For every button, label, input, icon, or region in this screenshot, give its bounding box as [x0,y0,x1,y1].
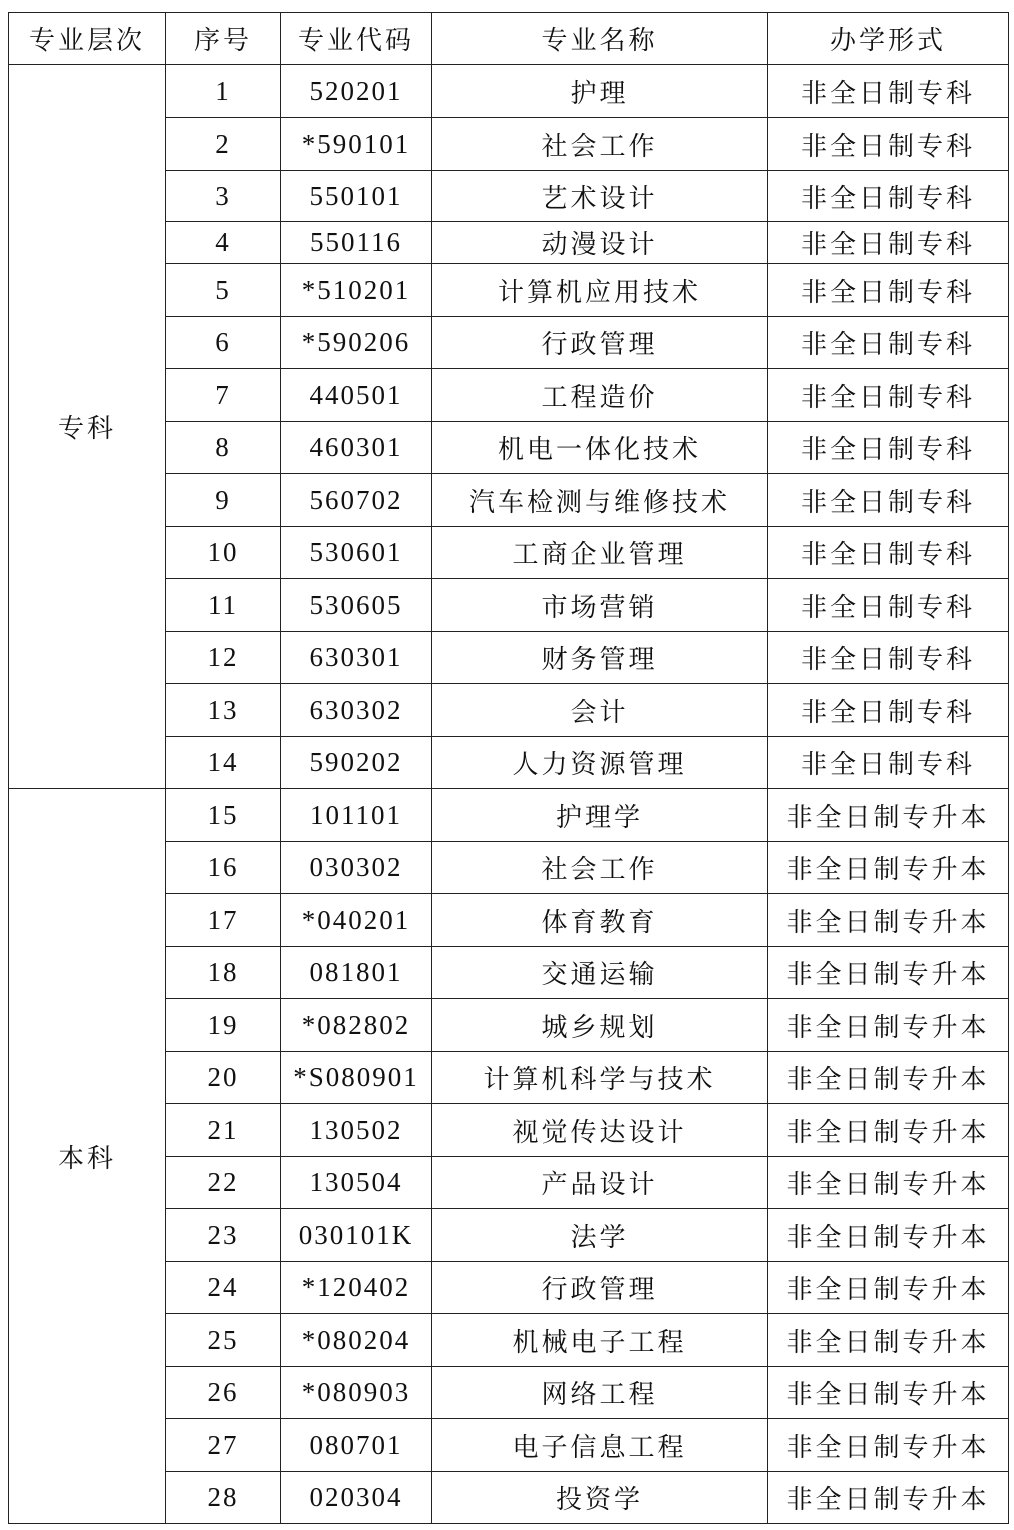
major-name-cell: 网络工程 [432,1367,768,1419]
major-name-cell: 动漫设计 [432,222,768,264]
major-name-cell: 交通运输 [432,947,768,999]
row-number-cell: 23 [166,1209,281,1262]
row-number-cell: 4 [166,222,281,264]
major-name-cell: 城乡规划 [432,999,768,1052]
row-number-cell: 9 [166,474,281,527]
major-name-cell: 护理学 [432,789,768,842]
study-form-cell: 非全日制专升本 [768,1052,1009,1104]
row-number-cell: 6 [166,317,281,369]
major-name-cell: 市场营销 [432,579,768,632]
study-form-cell: 非全日制专升本 [768,1367,1009,1419]
study-form-cell: 非全日制专科 [768,118,1009,171]
major-name-cell: 计算机科学与技术 [432,1052,768,1104]
major-code-cell: 440501 [281,369,432,422]
study-form-cell: 非全日制专升本 [768,894,1009,947]
major-name-cell: 视觉传达设计 [432,1104,768,1157]
table-row [9,65,1009,118]
study-form-cell: 非全日制专升本 [768,1472,1009,1524]
study-form-cell: 非全日制专科 [768,684,1009,737]
major-code-cell: *590101 [281,118,432,171]
major-code-cell: *082802 [281,999,432,1052]
study-form-cell: 非全日制专科 [768,369,1009,422]
major-code-cell: 030302 [281,842,432,894]
header-name: 专业名称 [432,13,768,65]
major-name-cell: 计算机应用技术 [432,264,768,317]
major-code-cell: 530601 [281,527,432,579]
level-cell: 本科 [9,789,166,1524]
row-number-cell: 1 [166,65,281,118]
level-cell: 专科 [9,65,166,789]
row-number-cell: 25 [166,1314,281,1367]
study-form-cell: 非全日制专升本 [768,999,1009,1052]
study-form-cell: 非全日制专科 [768,422,1009,474]
major-code-cell: 550116 [281,222,432,264]
row-number-cell: 22 [166,1157,281,1209]
study-form-cell: 非全日制专科 [768,737,1009,789]
row-number-cell: 12 [166,632,281,684]
major-name-cell: 体育教育 [432,894,768,947]
study-form-cell: 非全日制专升本 [768,842,1009,894]
major-name-cell: 汽车检测与维修技术 [432,474,768,527]
major-code-cell: *080903 [281,1367,432,1419]
row-number-cell: 10 [166,527,281,579]
row-number-cell: 7 [166,369,281,422]
row-number-cell: 13 [166,684,281,737]
major-name-cell: 机械电子工程 [432,1314,768,1367]
header-no: 序号 [166,13,281,65]
row-number-cell: 20 [166,1052,281,1104]
study-form-cell: 非全日制专升本 [768,789,1009,842]
study-form-cell: 非全日制专升本 [768,1314,1009,1367]
major-name-cell: 财务管理 [432,632,768,684]
major-name-cell: 行政管理 [432,1262,768,1314]
major-code-cell: *510201 [281,264,432,317]
major-code-cell: *S080901 [281,1052,432,1104]
study-form-cell: 非全日制专科 [768,527,1009,579]
major-code-cell: 130502 [281,1104,432,1157]
row-number-cell: 5 [166,264,281,317]
study-form-cell: 非全日制专科 [768,317,1009,369]
major-name-cell: 法学 [432,1209,768,1262]
row-number-cell: 17 [166,894,281,947]
major-code-cell: 020304 [281,1472,432,1524]
header-code: 专业代码 [281,13,432,65]
major-code-cell: 630301 [281,632,432,684]
study-form-cell: 非全日制专升本 [768,1262,1009,1314]
study-form-cell: 非全日制专科 [768,264,1009,317]
major-code-cell: *040201 [281,894,432,947]
major-name-cell: 会计 [432,684,768,737]
major-code-cell: 630302 [281,684,432,737]
row-number-cell: 16 [166,842,281,894]
major-code-cell: 530605 [281,579,432,632]
study-form-cell: 非全日制专科 [768,474,1009,527]
majors-table [8,12,1009,1524]
major-name-cell: 社会工作 [432,118,768,171]
major-code-cell: 101101 [281,789,432,842]
major-code-cell: *590206 [281,317,432,369]
row-number-cell: 28 [166,1472,281,1524]
major-code-cell: 080701 [281,1419,432,1472]
major-code-cell: 130504 [281,1157,432,1209]
major-name-cell: 人力资源管理 [432,737,768,789]
study-form-cell: 非全日制专升本 [768,1157,1009,1209]
header-form: 办学形式 [768,13,1009,65]
major-code-cell: 520201 [281,65,432,118]
row-number-cell: 11 [166,579,281,632]
row-number-cell: 21 [166,1104,281,1157]
study-form-cell: 非全日制专升本 [768,1209,1009,1262]
major-code-cell: 560702 [281,474,432,527]
table-header-row [9,13,1009,65]
row-number-cell: 18 [166,947,281,999]
row-number-cell: 26 [166,1367,281,1419]
header-level: 专业层次 [9,13,166,65]
major-name-cell: 工商企业管理 [432,527,768,579]
major-name-cell: 社会工作 [432,842,768,894]
study-form-cell: 非全日制专科 [768,222,1009,264]
major-code-cell: 081801 [281,947,432,999]
study-form-cell: 非全日制专升本 [768,1419,1009,1472]
study-form-cell: 非全日制专科 [768,65,1009,118]
table-row [9,789,1009,842]
major-name-cell: 产品设计 [432,1157,768,1209]
row-number-cell: 8 [166,422,281,474]
major-code-cell: 460301 [281,422,432,474]
study-form-cell: 非全日制专升本 [768,947,1009,999]
major-name-cell: 工程造价 [432,369,768,422]
row-number-cell: 3 [166,171,281,222]
study-form-cell: 非全日制专升本 [768,1104,1009,1157]
major-name-cell: 投资学 [432,1472,768,1524]
major-name-cell: 护理 [432,65,768,118]
study-form-cell: 非全日制专科 [768,579,1009,632]
row-number-cell: 19 [166,999,281,1052]
study-form-cell: 非全日制专科 [768,171,1009,222]
major-name-cell: 行政管理 [432,317,768,369]
major-code-cell: 550101 [281,171,432,222]
row-number-cell: 2 [166,118,281,171]
major-code-cell: 590202 [281,737,432,789]
row-number-cell: 27 [166,1419,281,1472]
major-name-cell: 艺术设计 [432,171,768,222]
major-code-cell: 030101K [281,1209,432,1262]
major-name-cell: 机电一体化技术 [432,422,768,474]
major-name-cell: 电子信息工程 [432,1419,768,1472]
major-code-cell: *120402 [281,1262,432,1314]
study-form-cell: 非全日制专科 [768,632,1009,684]
row-number-cell: 24 [166,1262,281,1314]
major-code-cell: *080204 [281,1314,432,1367]
row-number-cell: 15 [166,789,281,842]
row-number-cell: 14 [166,737,281,789]
